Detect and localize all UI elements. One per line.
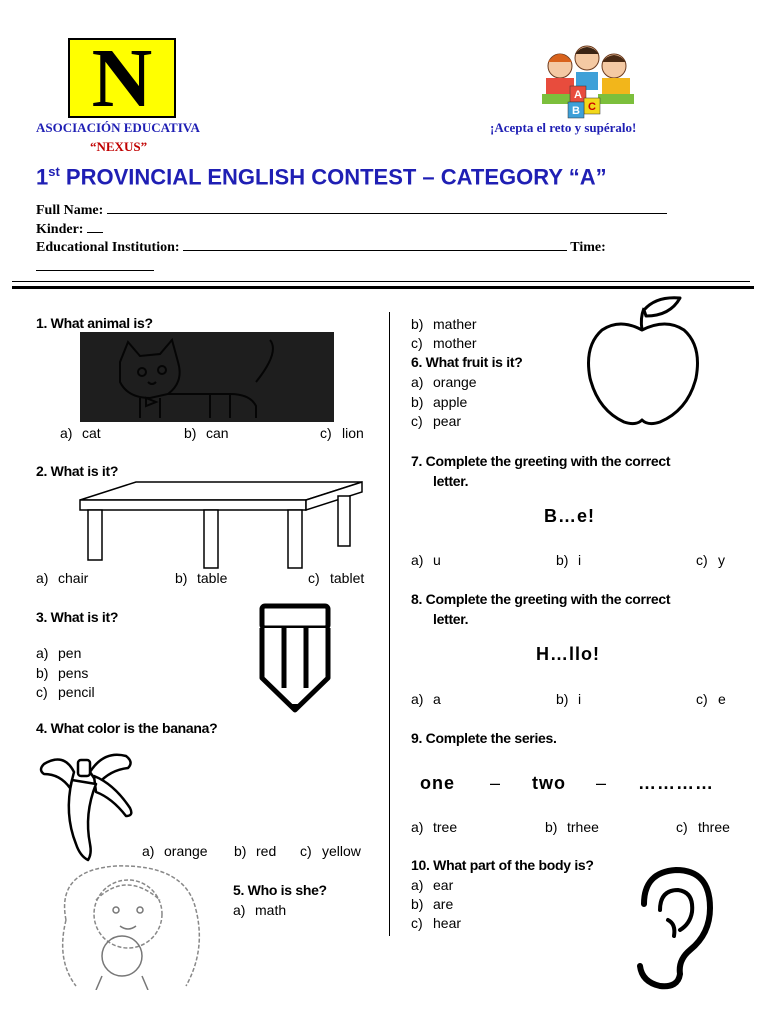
greeting-word-1: B…e! xyxy=(544,506,596,526)
question-8: 8. Complete the greeting with the correct xyxy=(411,591,671,607)
q10-option-c[interactable]: c) hear xyxy=(411,915,462,931)
series-dash-1: – xyxy=(490,773,502,793)
question-7-cont: letter. xyxy=(433,473,469,489)
full-name-line[interactable] xyxy=(107,201,667,214)
q3-option-b[interactable]: b) pens xyxy=(36,665,89,681)
question-7: 7. Complete the greeting with the correct xyxy=(411,453,671,469)
q2-option-a[interactable]: a) chair xyxy=(36,570,89,586)
q7-option-c[interactable]: c) y xyxy=(696,552,725,568)
question-4: 4. What color is the banana? xyxy=(36,720,218,736)
q10-option-a[interactable]: a) ear xyxy=(411,877,454,893)
question-8-cont: letter. xyxy=(433,611,469,627)
abc-block-a: A xyxy=(574,89,582,101)
q6-option-b[interactable]: b) apple xyxy=(411,394,468,410)
ear-picture xyxy=(630,864,716,992)
series-word-one: one xyxy=(420,773,456,793)
q10-option-b[interactable]: b) are xyxy=(411,896,454,912)
q4-option-a[interactable]: a) orange xyxy=(142,843,208,859)
question-10: 10. What part of the body is? xyxy=(411,857,594,873)
question-5: 5. Who is she? xyxy=(233,882,327,898)
kinder-field: Kinder: xyxy=(36,220,103,238)
q4-option-c[interactable]: c) yellow xyxy=(300,843,361,859)
q7-option-a[interactable]: a) u xyxy=(411,552,441,568)
q8-option-a[interactable]: a) a xyxy=(411,691,441,707)
pencil-picture xyxy=(252,602,342,714)
time-line[interactable] xyxy=(36,258,154,271)
kinder-line[interactable] xyxy=(87,220,103,233)
full-name-field: Full Name: xyxy=(36,201,667,219)
q6-option-a[interactable]: a) orange xyxy=(411,374,477,390)
table-picture xyxy=(76,478,366,570)
kids-reading-illustration xyxy=(532,40,642,120)
q1-option-a[interactable]: a) cat xyxy=(60,425,101,441)
question-3: 3. What is it? xyxy=(36,609,119,625)
q4-option-b[interactable]: b) red xyxy=(234,843,277,859)
column-divider xyxy=(389,312,390,936)
q9-option-a[interactable]: a) tree xyxy=(411,819,458,835)
q8-option-b[interactable]: b) i xyxy=(556,691,582,707)
banana-picture xyxy=(34,744,140,864)
institution-line[interactable] xyxy=(183,238,567,251)
q7-option-b[interactable]: b) i xyxy=(556,552,582,568)
header-rule-thin xyxy=(12,281,750,282)
q5-option-c[interactable]: c) mother xyxy=(411,335,477,351)
abc-block-b: B xyxy=(572,105,580,117)
cat-picture xyxy=(80,332,334,422)
institution-field: Educational Institution: Time: xyxy=(36,240,606,255)
question-6: 6. What fruit is it? xyxy=(411,354,523,370)
page-title: 1st PROVINCIAL ENGLISH CONTEST – CATEGORY “A” xyxy=(36,164,607,190)
q3-option-c[interactable]: c) pencil xyxy=(36,684,95,700)
q5-option-a[interactable]: a) math xyxy=(233,902,287,918)
q1-option-b[interactable]: b) can xyxy=(184,425,229,441)
header-rule-thick xyxy=(12,286,754,289)
nexus-logo: N xyxy=(68,38,176,118)
q2-option-b[interactable]: b) table xyxy=(175,570,228,586)
org-brand: “NEXUS” xyxy=(90,139,148,154)
org-name: ASOCIACIÓN EDUCATIVA xyxy=(36,120,200,135)
series-word-two: two xyxy=(532,773,566,793)
q1-option-c[interactable]: c) lion xyxy=(320,425,364,441)
q2-option-c[interactable]: c) tablet xyxy=(308,570,365,586)
q9-option-b[interactable]: b) trhee xyxy=(545,819,599,835)
mother-child-picture xyxy=(36,860,226,990)
question-9: 9. Complete the series. xyxy=(411,730,557,746)
series-dash-2: – xyxy=(596,773,608,793)
slogan: ¡Acepta el reto y supéralo! xyxy=(490,120,637,135)
abc-block-c: C xyxy=(588,101,596,113)
question-1: 1. What animal is? xyxy=(36,315,153,331)
question-2: 2. What is it? xyxy=(36,463,119,479)
greeting-word-2: H…llo! xyxy=(536,644,600,664)
apple-picture xyxy=(584,292,702,428)
q5-option-b[interactable]: b) mather xyxy=(411,316,477,332)
q6-option-c[interactable]: c) pear xyxy=(411,413,462,429)
q9-option-c[interactable]: c) three xyxy=(676,819,730,835)
q8-option-c[interactable]: c) e xyxy=(696,691,726,707)
series-blank: ………… xyxy=(638,773,714,793)
q3-option-a[interactable]: a) pen xyxy=(36,645,82,661)
